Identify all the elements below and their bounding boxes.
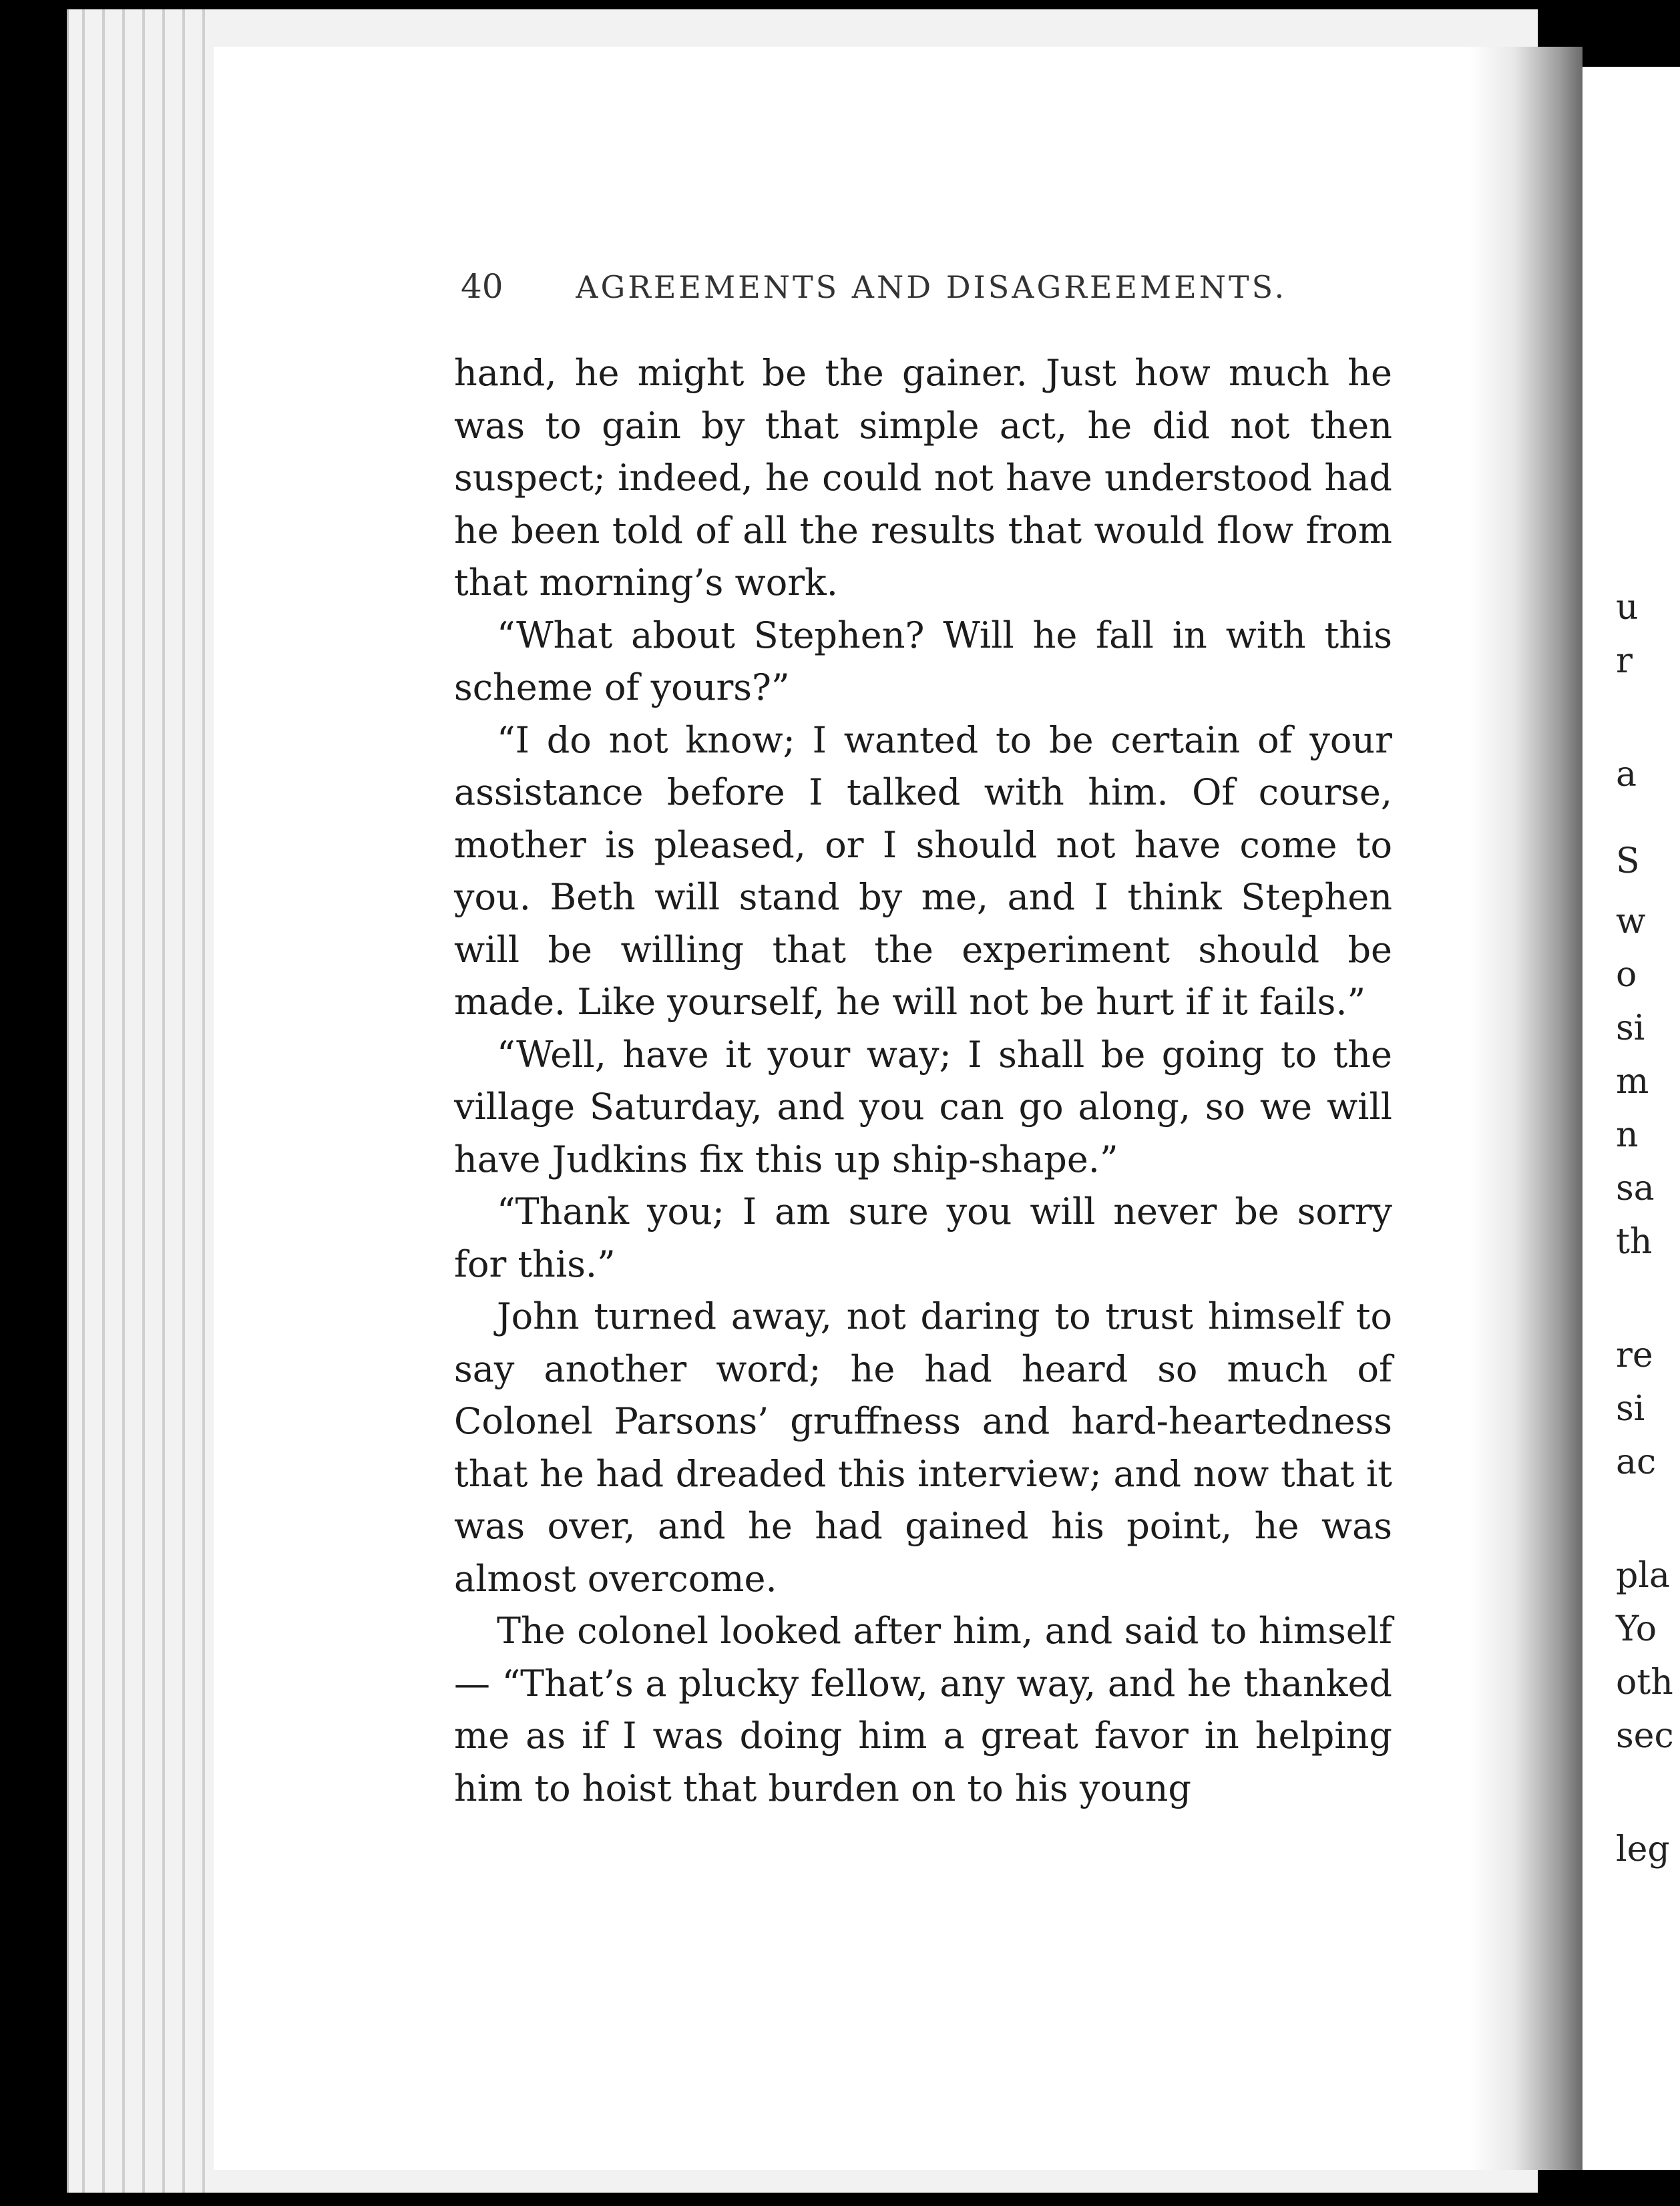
page-edge xyxy=(162,9,165,2193)
page-number: 40 xyxy=(461,267,503,306)
paragraph: hand, he might be the gainer. Just how much he was to gain by that simple act, he did not then suspect; indeed, he could not have understood had he been told of all the results that would flow from that morning’s work. xyxy=(454,352,1392,604)
facing-page-letters: o xyxy=(1616,955,1637,995)
running-head xyxy=(461,267,1287,306)
facing-page-letters: w xyxy=(1616,901,1646,941)
page-edge xyxy=(102,9,105,2193)
book-gutter xyxy=(1469,47,1583,2170)
paragraph: “What about Stephen? Will he fall in with this scheme of yours?” xyxy=(454,614,1392,708)
paragraph: The colonel looked after him, and said to himself — “That’s a plucky fellow, any way, and he thanked me as if I was doing him a great favor in helping him to hoist that burden on to his young xyxy=(454,1610,1392,1809)
facing-page-letters: sec xyxy=(1616,1716,1674,1756)
facing-page-letters: n xyxy=(1616,1115,1639,1155)
facing-page-letters: r xyxy=(1616,641,1633,681)
facing-page-letters: ac xyxy=(1616,1442,1657,1482)
page-edge xyxy=(122,9,125,2193)
chapter-title: AGREEMENTS AND DISAGREEMENTS. xyxy=(576,269,1287,305)
facing-page-letters: leg xyxy=(1616,1829,1670,1869)
facing-page-letters: oth xyxy=(1616,1663,1673,1703)
paragraph: “I do not know; I wanted to be certain of your assistance before I talked with him. Of course, mother is pleased, or I should not have come to you. Beth will stand by me, and I think Stephen will be willing that the experiment should be made. Like yourself, he will not be hurt if it fails.” xyxy=(454,718,1392,1023)
facing-page-letters: m xyxy=(1616,1062,1649,1102)
facing-page-letters: sa xyxy=(1616,1168,1655,1208)
facing-page-letters: si xyxy=(1616,1389,1645,1429)
paragraph: John turned away, not daring to trust himself to say another word; he had heard so much of Colonel Parsons’ gruffness and hard-heartedness that he had dreaded this interview; and now that it was over, and he had gained his point, he was almost overcome. xyxy=(454,1295,1392,1600)
facing-page-fragment xyxy=(1583,67,1680,2170)
facing-page-letters: th xyxy=(1616,1222,1653,1262)
facing-page-letters: re xyxy=(1616,1335,1653,1375)
page-edge xyxy=(202,9,205,2193)
facing-page-letters: si xyxy=(1616,1008,1645,1048)
page-edge xyxy=(182,9,185,2193)
page-body-text xyxy=(454,347,1392,1815)
page-edge xyxy=(82,9,85,2193)
facing-page-letters: u xyxy=(1616,588,1639,628)
paragraph: “Well, have it your way; I shall be going to the village Saturday, and you can go along, so we will have Judkins fix this up ship-shape.” xyxy=(454,1033,1392,1180)
paragraph: “Thank you; I am sure you will never be sorry for this.” xyxy=(454,1190,1392,1285)
facing-page-letters: Yo xyxy=(1616,1609,1657,1649)
facing-page-letters: a xyxy=(1616,754,1637,795)
page-edge xyxy=(142,9,145,2193)
facing-page-letters: pla xyxy=(1616,1556,1670,1596)
facing-page-letters: S xyxy=(1616,841,1640,881)
